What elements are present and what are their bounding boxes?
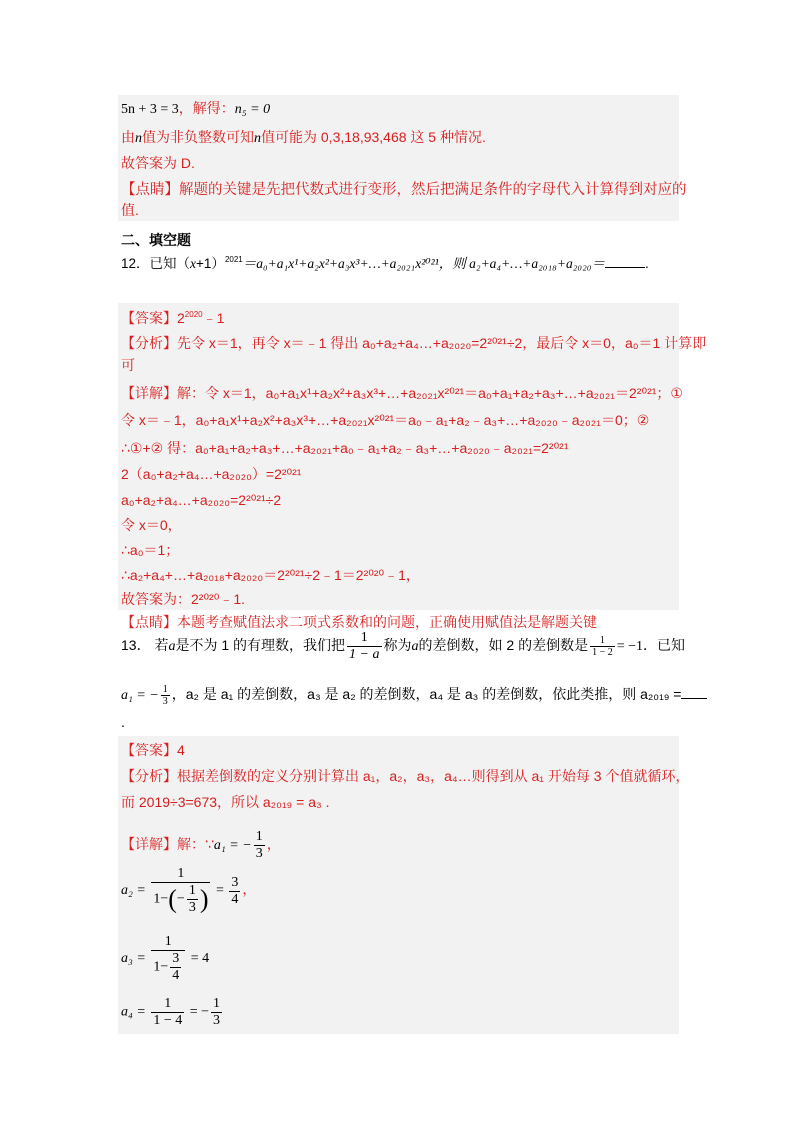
frac-den: 4	[172, 968, 180, 983]
equals-minus: = −	[189, 1004, 210, 1020]
q12-answer	[121, 308, 224, 328]
q13-stem-2	[121, 676, 707, 714]
q13-text: ．已知	[643, 637, 686, 653]
answer-tail: ﹣1	[202, 310, 225, 326]
n-symbol: n	[135, 131, 142, 146]
frac-num: 1	[162, 683, 168, 695]
a1-label: a₁ = −	[213, 838, 252, 853]
q13-text: 称为	[383, 637, 412, 653]
den-prefix: 1−	[153, 959, 169, 975]
example-result: = −1	[616, 639, 644, 654]
q13-text: 是不为 1 的有理数，我们把	[175, 637, 346, 653]
a3-equation	[121, 934, 209, 984]
equals: =	[215, 883, 224, 899]
a4-result	[211, 996, 222, 1029]
frac-num: 1	[188, 883, 196, 898]
frac-num: 3	[172, 951, 180, 966]
answer-label: 【答案】	[121, 310, 177, 326]
den-prefix: 1−	[153, 891, 169, 907]
var-a: a	[168, 639, 176, 654]
q13-analysis-2: 而 2019÷3=673，所以 a₂₀₁₉ = a₃ .	[121, 794, 330, 810]
frac-num: 1	[360, 629, 368, 645]
frac-den: 1 − 2	[592, 646, 613, 658]
q12-detail-8: ∴a₂+a₄+…+a₂₀₁₈+a₂₀₂₀＝2²⁰²¹÷2﹣1＝2²⁰²⁰﹣1，	[121, 567, 420, 583]
var-a: a	[411, 639, 419, 654]
q13-prefix: 13． 若	[121, 637, 169, 653]
frac-den: 1 − 4	[153, 1013, 183, 1028]
text-part: 由	[121, 129, 135, 145]
a1-fraction	[254, 829, 265, 862]
frac-num: 3	[231, 874, 239, 890]
a3-lhs: a₃ =	[121, 951, 146, 967]
comma: ，	[266, 836, 281, 852]
q12-detail-6: 令 x＝0，	[121, 517, 182, 533]
q12-equation: ＝a₀+a₁x¹+a₂x²+a₃x³+…+a₂₀₂₁x²⁰²¹，则 a₂+a₄+…+a₂₀₁₈+a₂₀₂₀＝	[242, 256, 605, 271]
frac-num: 1	[599, 634, 605, 646]
q12-detail-5: a₀+a₂+a₄…+a₂₀₂₀=2²⁰²¹÷2	[121, 492, 282, 508]
frac-num: 1	[255, 828, 263, 844]
inner-fraction	[187, 883, 198, 916]
equation-line	[121, 98, 270, 120]
q12-stem	[121, 254, 649, 274]
answer-blank	[681, 688, 707, 699]
comment-line: 【点睛】解题的关键是先把代数式进行变形，然后把满足条件的字母代入计算得到对应的	[121, 182, 687, 198]
a2-lhs: a₂ =	[121, 883, 146, 899]
a3-result: = 4	[190, 951, 210, 967]
q12-detail-9: 故答案为：2²⁰²⁰﹣1.	[121, 591, 246, 607]
answer-d-line: 故答案为 D.	[121, 155, 195, 171]
q12-detail-7: ∴a₀＝1；	[121, 542, 180, 558]
paren-open: (	[168, 884, 177, 914]
a2-fraction	[151, 866, 210, 916]
equation-rhs: n₅ = 0	[234, 102, 271, 117]
section-title: 二、填空题	[121, 232, 191, 248]
frac-den: 3	[213, 1013, 221, 1028]
frac-den: 3	[162, 695, 168, 707]
n-values-line	[121, 127, 486, 149]
q12-analysis-2: 可	[121, 357, 135, 373]
answer-base: 2	[177, 310, 185, 326]
paren-close: )	[199, 884, 209, 914]
answer-exp: 2020	[184, 310, 203, 319]
q12-stem-prefix: 12．已知（	[121, 256, 191, 271]
q13-stem-1	[121, 625, 685, 667]
frac-num: 1	[177, 866, 185, 881]
q12-x: x	[190, 256, 197, 271]
q12-exp: 2021	[224, 255, 243, 264]
q13-text: 的差倒数，如 2 的差倒数是	[418, 637, 589, 653]
q13-rest: ，a₂ 是 a₁ 的差倒数，a₃ 是 a₂ 的差倒数，a₄ 是 a₃ 的差倒数，依此类推，则 a₂₀₁₉ =	[171, 686, 682, 702]
reciprocal-fraction	[347, 630, 381, 663]
q12-analysis: 【分析】先令 x＝1，再令 x＝﹣1 得出 a₀+a₂+a₄…+a₂₀₂₀=2²⁰²¹÷2，最后令 x＝0，a₀＝1 计算即	[121, 335, 707, 351]
a4-lhs: a₄ =	[121, 1004, 146, 1020]
q13-detail-intro	[121, 826, 281, 864]
n-symbol: n	[254, 131, 261, 146]
frac-den: 3	[255, 845, 263, 861]
equation-lhs: 5n + 3 = 3	[121, 102, 179, 117]
frac-num: 1	[213, 996, 221, 1011]
q12-detail-1: 【详解】解：令 x＝1，a₀+a₁x¹+a₂x²+a₃x³+…+a₂₀₂₁x²⁰²¹＝a₀+a₁+a₂+a₃+…+a₂₀₂₁＝2²⁰²¹；①	[121, 385, 683, 401]
a1-label: a₁ = −	[121, 688, 159, 703]
inner-fraction	[170, 951, 181, 984]
a2-equation	[121, 866, 256, 916]
a1-fraction	[161, 684, 170, 707]
q12-plus1: +1）	[196, 256, 225, 271]
q12-comment: 【点睛】本题考查赋值法求二项式系数和的问题，正确使用赋值法是解题关键	[121, 614, 597, 630]
q12-detail-2: 令 x＝﹣1，a₀+a₁x¹+a₂x²+a₃x³+…+a₂₀₂₁x²⁰²¹＝a₀﹣a₁+a₂﹣a₃+…+a₂₀₂₀﹣a₂₀₂₁＝0；②	[121, 412, 650, 428]
a3-denominator	[151, 950, 185, 984]
text-part: 值可能为 0,3,18,93,468 这 5 种情况.	[261, 129, 486, 145]
a3-fraction	[151, 934, 185, 984]
q13-answer: 【答案】4	[121, 742, 185, 758]
frac-den: 3	[188, 900, 196, 915]
q13-analysis: 【分析】根据差倒数的定义分别计算出 a₁，a₂，a₃，a₄…则得到从 a₁ 开始每 3 个值就循环，	[121, 768, 690, 784]
q12-detail-4: 2（a₀+a₂+a₄…+a₂₀₂₀）=2²⁰²¹	[121, 466, 302, 482]
q12-end: .	[645, 256, 649, 271]
frac-num: 1	[164, 934, 172, 949]
a4-fraction	[151, 996, 184, 1029]
frac-num: 1	[164, 996, 172, 1011]
text-part: 值为非负整数可知	[142, 129, 254, 145]
q12-detail-3: ∴①+② 得：a₀+a₁+a₂+a₃+…+a₂₀₂₁+a₀﹣a₁+a₂﹣a₃+…+a₂₀₂₀﹣a₂₀₂₁=2²⁰²¹	[121, 440, 569, 456]
a2-denominator: 1−(− $\frac{1}{3}$ )	[153, 883, 209, 915]
answer-blank	[605, 255, 645, 268]
frac-den: 1 − a	[349, 646, 380, 662]
solve-label: ，解得：	[178, 100, 235, 116]
example-fraction	[590, 635, 615, 658]
comma: ，	[242, 883, 257, 899]
a2-result	[229, 875, 240, 908]
frac-den: 4	[231, 891, 239, 907]
detail-label: 【详解】解：∵	[121, 836, 214, 852]
comment-line-2: 值.	[121, 202, 139, 218]
q13-stem-3: .	[121, 714, 125, 730]
a4-equation	[121, 996, 224, 1029]
